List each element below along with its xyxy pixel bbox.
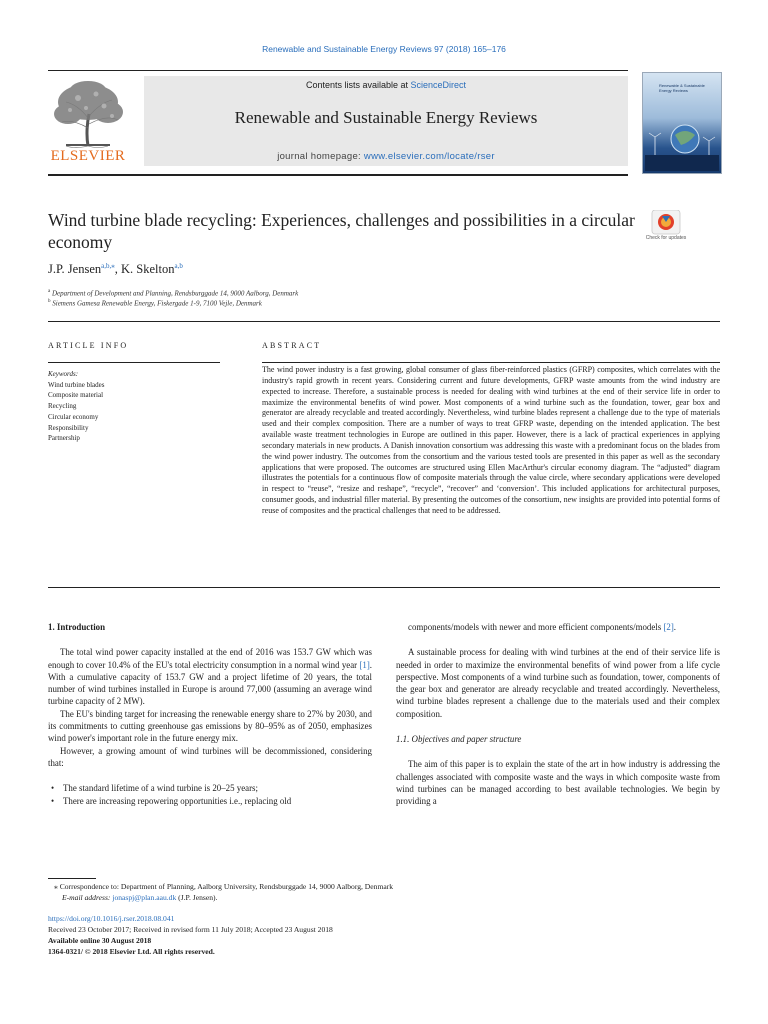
header-rule-bottom — [48, 174, 628, 176]
cover-title: Renewable & Sustainable Energy Reviews — [659, 83, 705, 93]
author-jensen-affil[interactable]: a,b,⁎ — [101, 262, 115, 270]
article-info-rule — [48, 362, 220, 363]
email-suffix: (J.P. Jensen). — [176, 893, 218, 902]
correspondence-marker: ⁎ — [54, 882, 58, 891]
journal-title: Renewable and Sustainable Energy Reviews — [234, 108, 538, 127]
body-paragraph: However, a growing amount of wind turbines will be decommissioned, considering that: — [48, 745, 372, 768]
cover-artwork-icon — [645, 117, 719, 171]
bullet-item — [48, 795, 372, 807]
journal-citation[interactable]: Renewable and Sustainable Energy Reviews 97 (2018) 165–176 — [262, 44, 506, 54]
keywords-label: Keywords: — [48, 370, 79, 378]
affiliation-b — [48, 299, 262, 307]
bullet-item — [48, 782, 372, 794]
keyword-item: Partnership — [48, 434, 80, 443]
paragraph-text: . With a cumulative capacity of 153.7 GW and a project lifetime of 20 years, the total number of wind turbines installed in Europe is around 77,000 (assuming an average wind turbine capacity of 2 MW). — [48, 659, 372, 707]
keywords-block — [48, 369, 220, 444]
available-online: Available online 30 August 2018 — [48, 936, 152, 945]
affiliation-a — [48, 289, 298, 297]
journal-homepage-line — [144, 151, 628, 162]
elsevier-wordmark: ELSEVIER — [50, 148, 126, 164]
affiliation-b-text: Siemens Gamesa Renewable Energy, Fiskergade 1-9, 7100 Vejle, Denmark — [52, 299, 262, 308]
keyword-item: Composite material — [48, 391, 104, 400]
body-paragraph: A sustainable process for dealing with wind turbines at the end of their service life is needed in order to maximize the environmental benefits of wind power from a life cycle perspective. Most components of a wind turbine such as foundation, tower, components of the gear box and generator are already recyclable and treated accordingly. Nevertheless, wind turbine blades represent a challenge due to the materials used and their complex composition. — [396, 647, 720, 719]
contents-available-line — [144, 80, 628, 90]
sciencedirect-link[interactable]: ScienceDirect — [410, 80, 467, 90]
received-dates: Received 23 October 2017; Received in revised form 11 July 2018; Accepted 23 August 2018 — [48, 925, 333, 934]
body-paragraph: The aim of this paper is to explain the state of the art in how industry is addressing the challenges associated with composite waste and the ways in which composite waste from wind turbines can be managed according to best available technologies. We begin by providing a — [396, 759, 720, 807]
article-info-heading: ARTICLE INFO — [48, 341, 129, 350]
homepage-link[interactable]: www.elsevier.com/locate/rser — [363, 151, 495, 162]
body-column-right — [396, 621, 720, 808]
bullet-marker: • — [51, 795, 55, 806]
body-paragraph: The EU's binding target for increasing the renewable energy share to 27% by 2030, and its commitments to cutting greenhouse gas emissions by 80–95% as of 2050, emphasizes wind power's important role in the future energy mix. — [48, 708, 372, 744]
email-label: E-mail address: — [62, 893, 113, 902]
email-link[interactable]: jonaspj@plan.aau.dk — [112, 893, 177, 902]
bullet-text: There are increasing repowering opportunities i.e., replacing old — [63, 795, 292, 806]
doi-link[interactable]: https://doi.org/10.1016/j.rser.2018.08.041 — [48, 914, 175, 923]
author-jensen[interactable]: J.P. Jensen — [48, 262, 102, 277]
article-title: Wind turbine blade recycling: Experiences, challenges and possibilities in a circular economy — [48, 210, 635, 252]
journal-cover-thumbnail[interactable] — [642, 72, 722, 174]
author-list — [48, 262, 183, 277]
affiliation-a-marker: a — [48, 289, 51, 294]
correspondence-line — [48, 881, 720, 892]
publication-info — [48, 913, 720, 957]
footnote-rule — [48, 878, 96, 879]
bullet-marker: • — [51, 783, 55, 794]
rule-after-abstract — [48, 587, 720, 588]
check-for-updates-label[interactable]: Check for updates — [645, 235, 687, 241]
abstract-rule — [262, 362, 720, 363]
affiliation-b-marker: b — [48, 299, 51, 304]
correspondence-text: Correspondence to: Department of Planning, Aalborg University, Rendsburggade 14, 9000 Aalborg, Denmark — [57, 882, 394, 891]
body-paragraph-continued — [396, 621, 720, 633]
check-for-updates-icon[interactable] — [648, 210, 684, 254]
body-column-left — [48, 621, 372, 807]
reference-link-2[interactable]: [2] — [663, 622, 674, 632]
author-skelton[interactable]: K. Skelton — [121, 262, 175, 277]
abstract-heading: ABSTRACT — [262, 341, 322, 350]
homepage-prefix: journal homepage: — [277, 151, 364, 162]
subsection-heading-objectives: 1.1. Objectives and paper structure — [396, 734, 522, 745]
paragraph-text: . — [673, 622, 677, 632]
section-heading-introduction: 1. Introduction — [48, 622, 106, 632]
paragraph-text: The total wind power capacity installed at the end of 2016 was 153.7 GW which was enough to cover 10.4% of the EU's total electricity consumption in a normal wind year — [48, 647, 372, 670]
author-separator: , — [114, 262, 121, 277]
correspondence-footnote — [48, 881, 720, 903]
copyright-line: 1364-0321/ © 2018 Elsevier Ltd. All rights reserved. — [48, 947, 215, 956]
keyword-item: Wind turbine blades — [48, 380, 105, 389]
abstract-text: The wind power industry is a fast growing, global consumer of glass fiber-reinforced plastics (GFRP) composites, which correlates with the industry's rapid growth in recent years. Considering current and future developments, GFRP waste amounts from the wind industry are expected to increase. Therefore, a sustainable process is needed for dealing with wind turbines at the end of their service life in order to maximize the environmental benefits of wind power. Most components of a wind turbine such as the foundation, tower, gear box and generator are already recyclable and treated accordingly. Nevertheless, wind turbine blades represent a challenge due to the type of materials used and their complex composition. There are a number of ways to treat GFRP waste, depending on the intended application. The best available waste treatment technologies in Europe are outlined in this paper. However, there is a lack of practical experiences in applying secondary materials in new products. A Danish innovation consortium was addressing this waste with a predominant focus on the blades from the wind power industry. The outcomes from the consortium and the various tested tools are presented in this paper as well as the secondary applications that were proposed. The outcomes are structured using Ellen MacArthur's circular economy diagram. The “adjusted” diagram illustrates the potentials for a continuous flow of composite materials through the value circle, where secondary applications were developed in respect to “reuse”, “resize and reshape”, “recycle”, “recover” and ‘conversion’. This included applications for architectural purposes, consumer goods, and industrial filler material. By presenting the outcomes of the consortium, new insights are provided into potential forms of reuse of composites and the practical challenges that need to be addressed. — [262, 365, 720, 515]
author-skelton-affil[interactable]: a,b — [174, 262, 183, 270]
keyword-item: Circular economy — [48, 412, 99, 421]
bullet-text: The standard lifetime of a wind turbine is 20–25 years; — [63, 783, 258, 794]
rule-before-article-info — [48, 321, 720, 322]
paragraph-text: components/models with newer and more efficient components/models — [408, 622, 664, 632]
body-paragraph — [48, 646, 372, 707]
affiliation-a-text: Department of Development and Planning, Rendsburggade 14, 9000 Aalborg, Denmark — [51, 289, 299, 298]
contents-prefix: Contents lists available at — [305, 80, 411, 90]
header-rule-top — [48, 70, 628, 71]
reference-link-1[interactable]: [1] — [359, 659, 370, 670]
keyword-item: Recycling — [48, 402, 77, 411]
keyword-item: Responsibility — [48, 423, 89, 432]
email-line — [48, 892, 720, 903]
